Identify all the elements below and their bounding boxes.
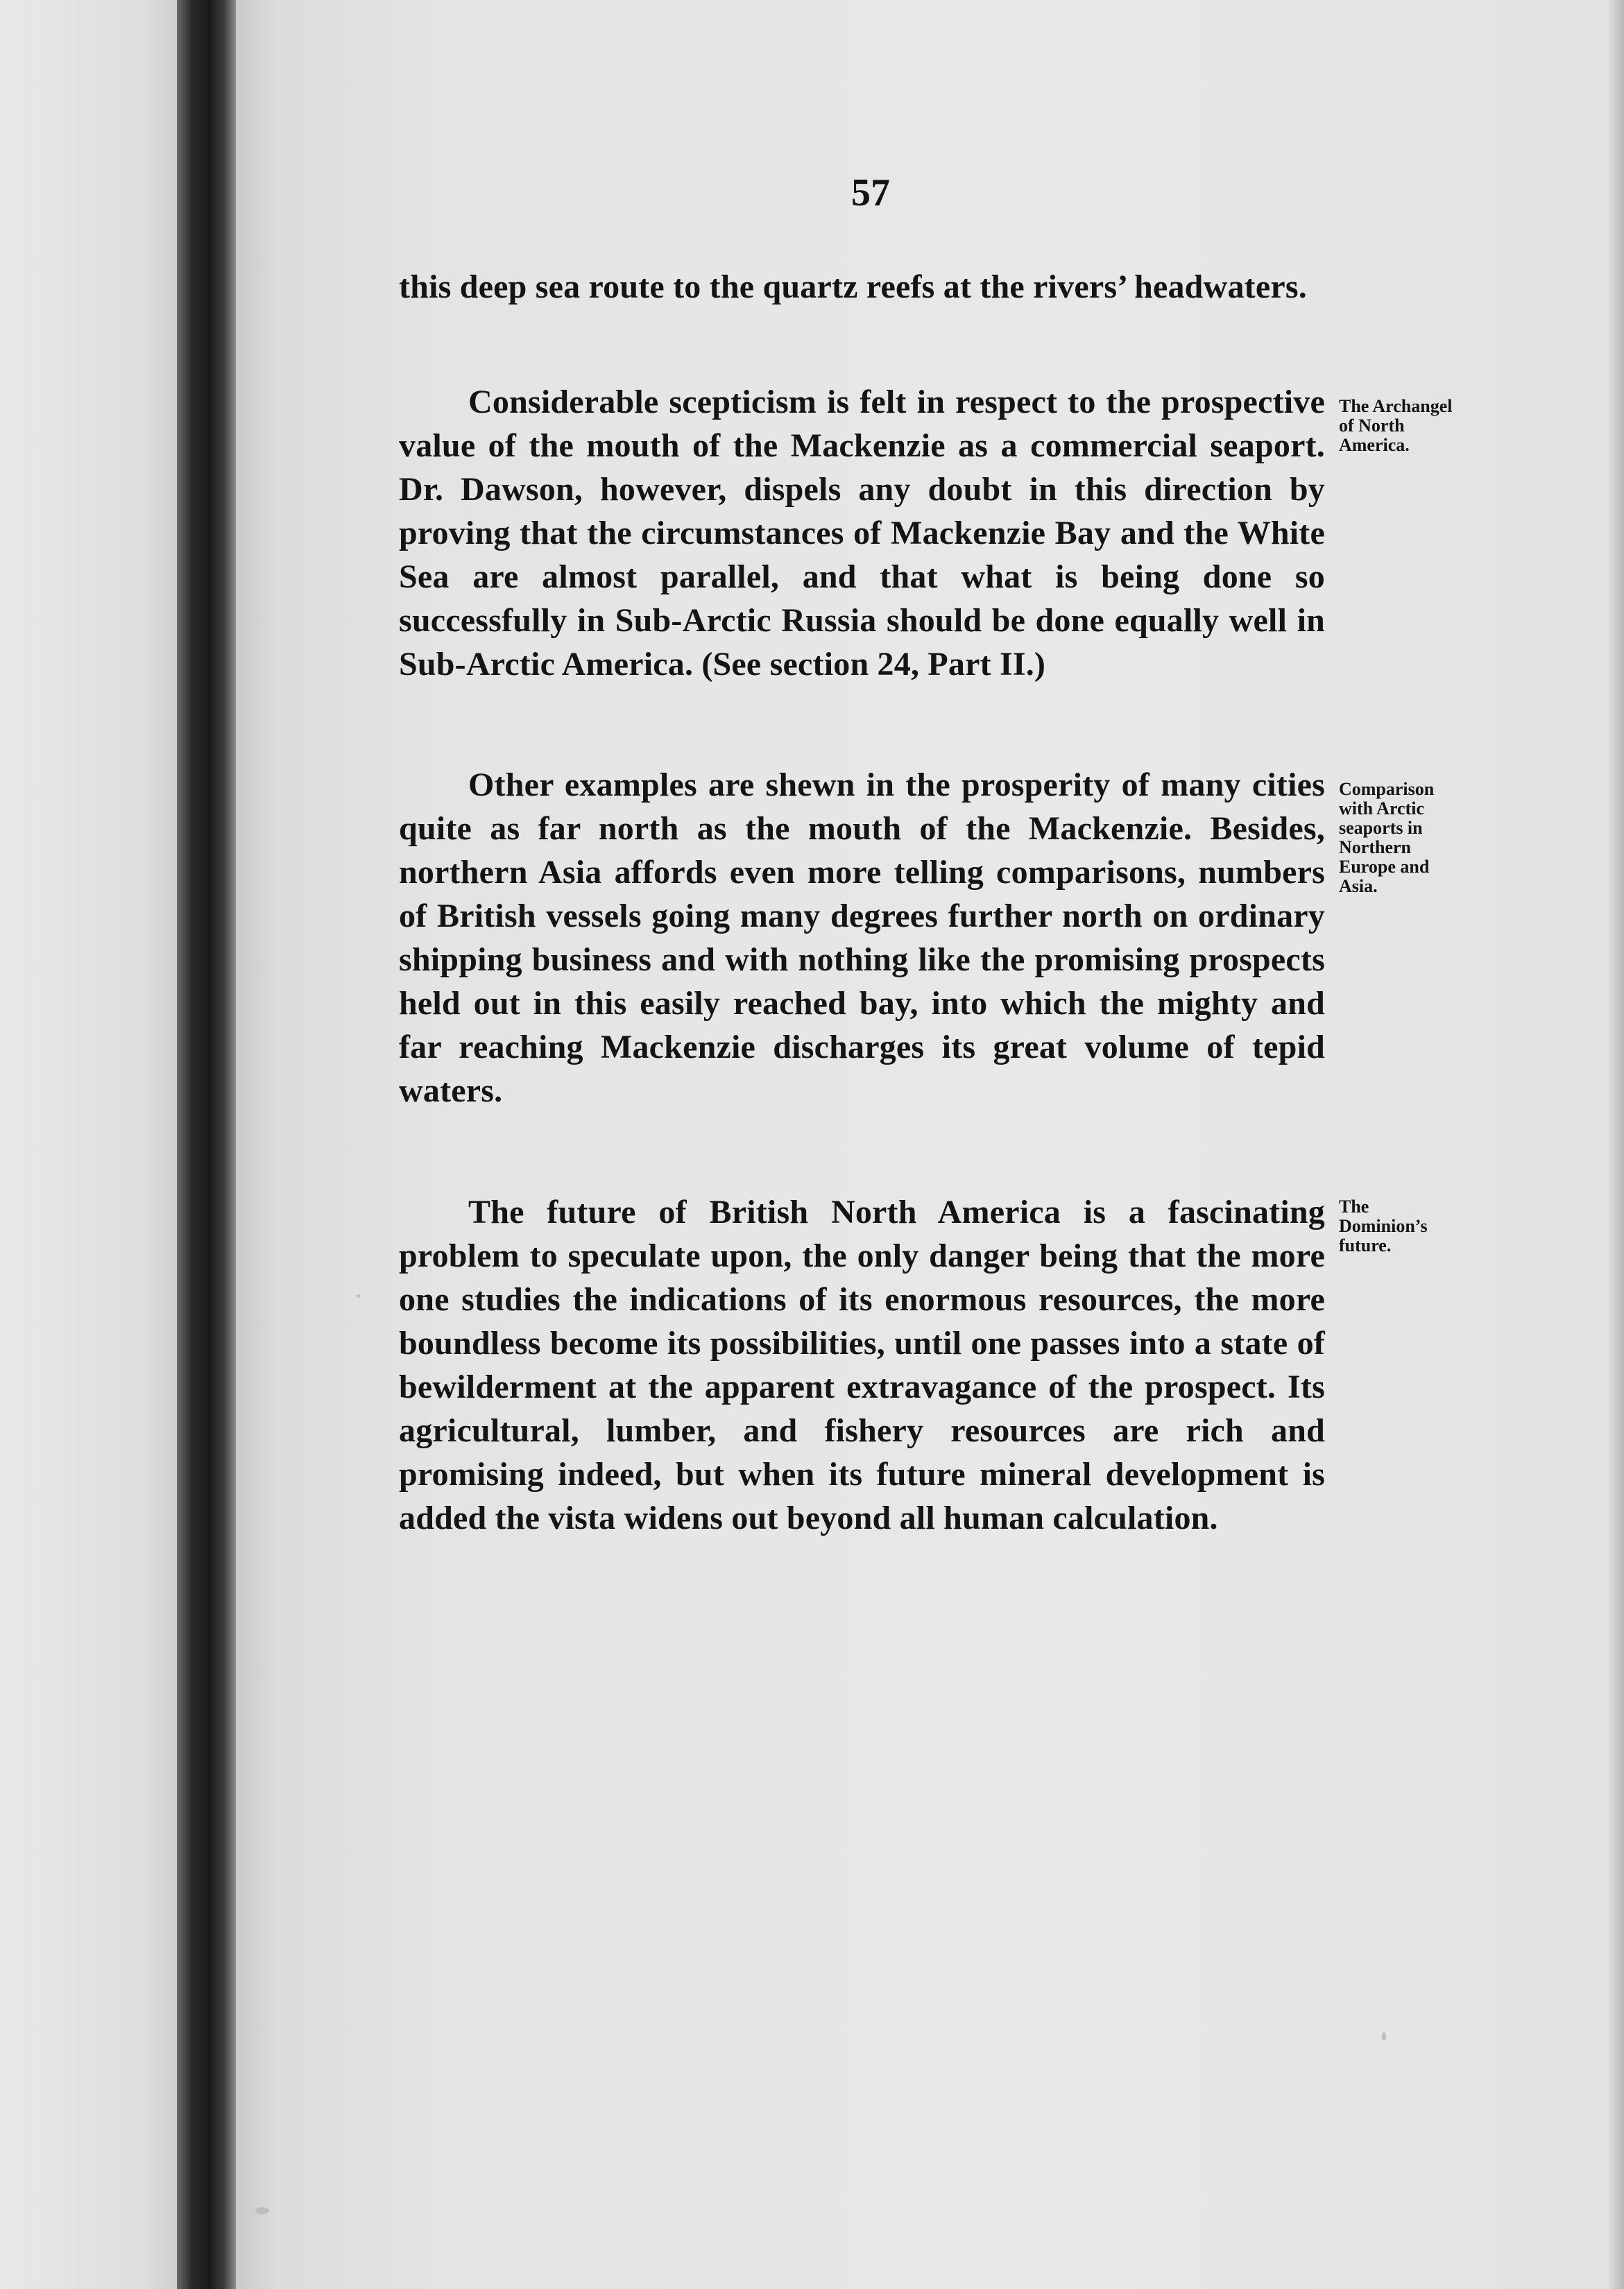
book-binding-gutter — [177, 0, 236, 2289]
paragraph-future: The future of British North America is a fascinating problem to speculate upon, the only danger being that the more one studies the indications of its enormous resources, the more boundless become its possibilities, until one passes into a state of bewilderment at the apparent extravagance of the prospect. Its agricultural, lumber, and fishery resources are rich and promising indeed, but when its future mineral development is added the vista widens out beyond all human calculation. — [399, 1194, 1325, 1536]
paper-speck — [1382, 2032, 1386, 2041]
paragraph-other-examples: Other examples are shewn in the prosperity of many cities quite as far north as the mouth of the Mackenzie. Besides, northern Asia affords even more telling comparisons, numbers of British vessels going many degrees further north on ordinary shipping business and with nothing like the promising prospects held out in this easily reached bay, into which the mighty and far reaching Mackenzie discharges its great volume of tepid waters. — [399, 766, 1325, 1109]
page-number: 57 — [851, 171, 890, 214]
paper-speck — [255, 2207, 269, 2214]
page-right-edge — [1609, 0, 1624, 2289]
page — [236, 0, 1624, 2289]
paragraph-continuation: this deep sea route to the quartz reefs at the rivers’ headwaters. — [399, 268, 1307, 305]
previous-page-edge — [0, 0, 177, 2289]
paragraph-mackenzie-seaport: Considerable scepticism is felt in respect to the prospective value of the mouth of the Mackenzie as a commercial seaport. Dr. Dawson, however, dispels any doubt in this direction by proving that the circumstances of Mackenzie Bay and the White Sea are almost parallel, and that what is being done so successfully in Sub-Arctic Russia should be done equally well in Sub-Arctic America. (See section 24, Part II.) — [399, 384, 1325, 683]
side-note-dominion-future: The Dominion’s future. — [1339, 1197, 1428, 1255]
side-note-archangel: The Archangel of North America. — [1339, 396, 1453, 455]
side-note-comparison: Comparison with Arctic seaports in Northern Europe and Asia. — [1339, 779, 1435, 896]
paper-speck — [357, 1294, 360, 1298]
